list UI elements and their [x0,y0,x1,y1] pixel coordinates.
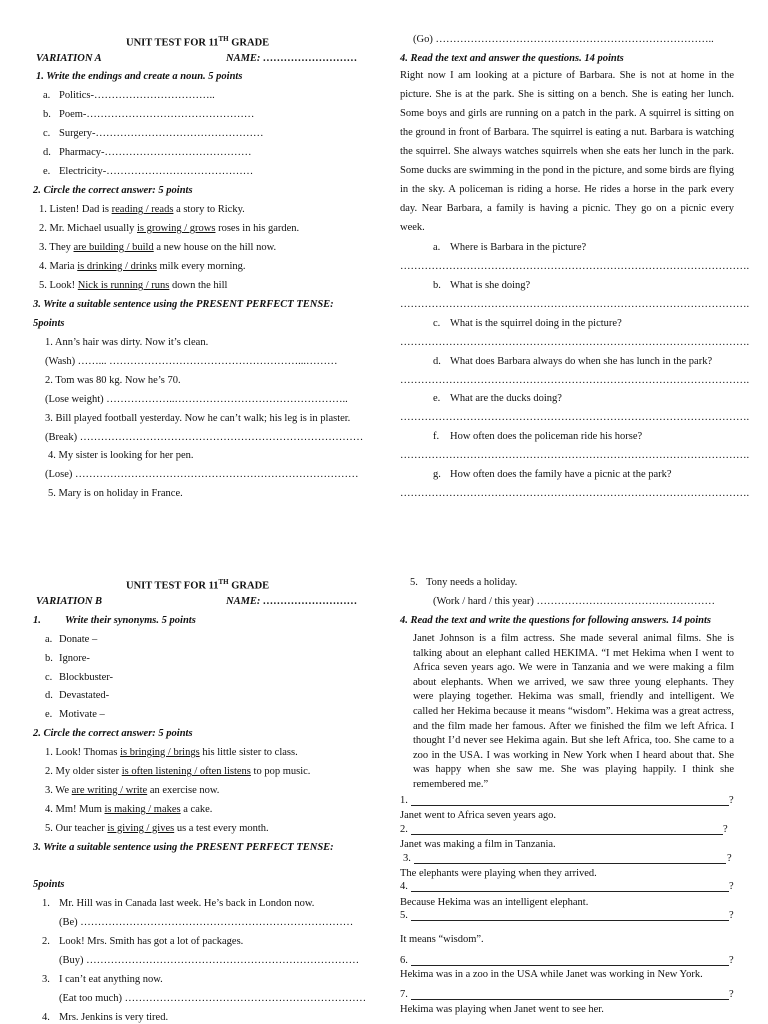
sentence-end: to pop music. [250,766,311,777]
question-write-line[interactable] [411,999,729,1000]
question-write-line[interactable] [411,834,723,835]
item-num: 4. [42,1012,50,1023]
q-num: 5. [400,910,408,921]
task2-item [39,260,246,273]
qmark: ? [729,955,734,966]
sentence-start: 1. Look! Thomas [45,747,121,758]
item-num: 3. [42,974,50,985]
answer-choice[interactable]: is making / makes [104,804,181,815]
answer-choice[interactable]: are building / build [73,242,154,253]
answer-choice[interactable]: are writing / write [71,785,148,796]
test-a-task2-heading: 2. Circle the correct answer: 5 points [33,185,193,196]
task2-item [45,784,219,797]
sentence-end: roses in his garden. [215,223,300,234]
q-num: 4. [400,881,408,892]
given-answer: Hekima was in a zoo in the USA while Janet was working in New York. [400,969,703,980]
sentence-start: 1. Listen! Dad is [39,204,112,215]
task3-line: 5. Mary is on holiday in France. [48,488,183,499]
task2-item [39,203,245,216]
item-letter: b. [45,653,53,664]
test-a-title [126,33,269,50]
task1-item: Donate – [59,634,98,645]
task3-sentence: Mr. Hill was in Canada last week. He’s back in London now. [59,898,315,909]
test-b-title [126,576,269,593]
sentence-start: 5. Look! [39,280,78,291]
sentence-start: 3. We [45,785,72,796]
question: What does Barbara always do when she has lunch in the park? [450,356,713,367]
sentence-end: a cake. [180,804,213,815]
task3-sentence: I can’t eat anything now. [59,974,163,985]
answer-line[interactable]: ………………………………………………………………………………………. [400,412,750,423]
test-b-task1-heading: Write their synonyms. 5 points [65,615,196,626]
sentence-end: us a test every month. [174,823,269,834]
q-letter: b. [433,280,441,291]
given-answer: Janet was making a film in Tanzania. [400,839,556,850]
answer-line[interactable]: ………………………………………………………………………………………. [400,337,750,348]
test-b-task3-item5-text: Tony needs a holiday. [426,577,518,588]
qmark: ? [729,795,734,806]
title-sup: TH [218,578,229,586]
item-letter: c. [45,672,53,683]
qmark: ? [729,881,734,892]
item-letter: c. [43,128,51,139]
question: How often does the family have a picnic at the park? [450,469,672,480]
sentence-end: a story to Ricky. [173,204,245,215]
item-num: 1. [42,898,50,909]
task3-answer-line[interactable]: (Wash) ……... ………………………………………………...……… [45,356,338,367]
answer-line[interactable]: ………………………………………………………………………………………. [400,261,750,272]
test-b-task3-heading: 3. Write a suitable sentence using the PRESENT PERFECT TENSE: [33,842,334,853]
task3-line: 4. My sister is looking for her pen. [48,450,194,461]
test-a-task3-points: 5points [33,318,65,329]
test-b-task3-item5-num: 5. [410,577,418,588]
q-num: 1. [400,795,408,806]
q-letter: e. [433,393,441,404]
task1-item: Electricity-…………………………………… [59,166,254,177]
question-write-line[interactable] [411,805,729,806]
sentence-start: 5. Our teacher [45,823,108,834]
task2-item [39,241,276,254]
item-letter: d. [45,690,53,701]
answer-line[interactable]: ………………………………………………………………………………………. [400,375,750,386]
answer-choice[interactable]: Nick is running / runs [77,280,170,291]
item-letter: a. [45,634,53,645]
task3-line: 3. Bill played football yesterday. Now he can’t walk; his leg is in plaster. [45,413,351,424]
test-a-task3-heading: 3. Write a suitable sentence using the PRESENT PERFECT TENSE: [33,299,334,310]
title-text: UNIT TEST FOR 11 [126,580,219,592]
q-num: 3. [403,853,411,864]
test-b-task3-item5-answer[interactable]: (Work / hard / this year) …………………………………………… [433,596,716,607]
answer-choice[interactable]: is growing / grows [137,223,216,234]
sentence-end: an exercise now. [147,785,220,796]
task3-sentence: Look! Mrs. Smith has got a lot of packages. [59,936,244,947]
answer-choice[interactable]: is bringing / brings [120,747,200,758]
given-answer: Because Hekima was an intelligent elephant. [400,897,589,908]
test-a-task1-heading: 1. Write the endings and create a noun. 5 points [36,71,243,82]
item-letter: d. [43,147,51,158]
task3-sentence: Mrs. Jenkins is very tired. [59,1012,169,1023]
qmark: ? [727,853,732,864]
test-a-go-line[interactable]: (Go) …………………………………………………………………….. [413,34,714,45]
given-answer: It means “wisdom”. [400,934,484,945]
task1-item: Pharmacy-…………………………………… [59,147,252,158]
answer-line[interactable]: ………………………………………………………………………………………. [400,299,750,310]
test-b-task2-heading: 2. Circle the correct answer: 5 points [33,728,193,739]
task3-line: 2. Tom was 80 kg. Now he’s 70. [45,375,181,386]
sentence-start: 4. Mm! Mum [45,804,105,815]
task2-item [45,803,212,816]
sentence-start: 4. Maria [39,261,78,272]
item-letter: e. [43,166,51,177]
item-letter: b. [43,109,51,120]
given-answer: The elephants were playing when they arrived. [400,868,597,879]
q-letter: a. [433,242,441,253]
item-letter: a. [43,90,51,101]
task1-item: Surgery-………………………………………… [59,128,264,139]
task2-item [45,746,298,759]
task2-item [39,222,299,235]
sentence-end: down the hill [169,280,228,291]
question: What is the squirrel doing in the picture? [450,318,622,329]
question-write-line[interactable] [414,863,726,864]
sentence-start: 3. They [39,242,74,253]
qmark: ? [723,824,728,835]
answer-choice[interactable]: is often listening / often listens [121,766,251,777]
question: What is she doing? [450,280,531,291]
task3-answer-line[interactable]: (Lose weight) ………………..………………………………………….. [45,394,348,405]
test-a-name-field: NAME: ……………………… [226,53,358,64]
q-letter: g. [433,469,441,480]
sentence-end: milk every morning. [156,261,246,272]
task1-item: Poem-………………………………………… [59,109,255,120]
task3-answer-line[interactable]: (Break) ……………………………………………………………………… [45,432,364,443]
question: What are the ducks doing? [450,393,562,404]
sentence-end: a new house on the hill now. [153,242,277,253]
q-letter: f. [433,431,440,442]
task3-line: 1. Ann’s hair was dirty. Now it’s clean. [45,337,209,348]
q-letter: d. [433,356,441,367]
task1-item: Politics-…………………………….. [59,90,215,101]
test-b-name-field: NAME: ……………………… [226,596,358,607]
question-write-line[interactable] [411,965,729,966]
task2-item [45,822,269,835]
task2-item [39,279,227,292]
test-a-variation: VARIATION A [36,53,102,64]
task2-item [45,765,310,778]
test-b-task1-num: 1. [33,615,41,626]
question: Where is Barbara in the picture? [450,242,587,253]
test-b-reading-text: Janet Johnson is a film actress. She made several animal films. She is talking about an elephant called HEKIMA. “I met Hekima when I went to Africa seven years ago. We were in Tanzania and we were making a film about elephants. When we arrived, we saw three young elephants. They were playing together. Hekima was small, friendly and intelligent. We called her Hekima because it means “wisdom”. Hekima was a great actress, and the film made her famous. After we finished the film we left Africa. I thought I’d never see Hekima again. But she left Africa, too. She came to a zoo in the USA. I was working in New York when I heard about that. She was happy when she saw me. She was playing happily. I think she remembered me.” [413,633,734,790]
test-b-task4-heading: 4. Read the text and write the questions for following answers. 14 points [400,615,711,626]
title-suffix: GRADE [228,37,270,49]
task1-item: Devastated- [59,690,110,701]
sentence-start: 2. My older sister [45,766,122,777]
q-num: 7. [400,989,408,1000]
q-letter: c. [433,318,441,329]
title-text: UNIT TEST FOR 11 [126,37,219,49]
qmark: ? [729,910,734,921]
answer-line[interactable]: ………………………………………………………………………………………. [400,488,750,499]
sentence-end: his little sister to class. [199,747,298,758]
title-sup: TH [218,35,229,43]
q-num: 6. [400,955,408,966]
task3-answer-line[interactable]: (Be) …………………………………………………………………… [59,917,354,928]
test-b-task3-points: 5points [33,879,65,890]
sentence-start: 2. Mr. Michael usually [39,223,137,234]
task3-answer-line[interactable]: (Lose) ……………………………………………………………………… [45,469,359,480]
answer-choice[interactable]: is giving / gives [107,823,175,834]
qmark: ? [729,989,734,1000]
task1-item: Blockbuster- [59,672,114,683]
given-answer: Janet went to Africa seven years ago. [400,810,556,821]
answer-choice[interactable]: reading / reads [111,204,174,215]
question-write-line[interactable] [411,920,729,921]
item-letter: e. [45,709,53,720]
q-num: 2. [400,824,408,835]
task1-item: Motivate – [59,709,105,720]
question-write-line[interactable] [411,891,729,892]
test-a-task4-heading: 4. Read the text and answer the questions. 14 points [400,53,624,64]
answer-choice[interactable]: is drinking / drinks [77,261,157,272]
task3-answer-line[interactable]: (Buy) …………………………………………………………………… [59,955,360,966]
test-b-variation: VARIATION B [36,596,103,607]
question: How often does the policeman ride his horse? [450,431,643,442]
task3-answer-line[interactable]: (Eat too much) …………………………………………………………… [59,993,367,1004]
item-num: 2. [42,936,50,947]
answer-line[interactable]: ………………………………………………………………………………………. [400,450,750,461]
task1-item: Ignore- [59,653,90,664]
test-a-reading-text: Right now I am looking at a picture of Barbara. She is not at home in the picture. She is at the park. She is sitting on a bench. She is eating her lunch. Some boys and girls are running on a patch in the park. A squirrel is sitting on the ground in front of Barbara. The squirrel is eating a nut. Barbara is watching the squirrel. She always watches squirrels when she eats her lunch in the park. Some ducks are swimming in the pond in the picture, and some birds are flying in the sky. A policeman is riding a horse. He rides a horse in the park every day. Near Barbara, a family is having a picnic. They go on a picnic every week. [400,70,734,233]
title-suffix: GRADE [228,580,270,592]
given-answer: Hekima was playing when Janet went to see her. [400,1004,604,1015]
